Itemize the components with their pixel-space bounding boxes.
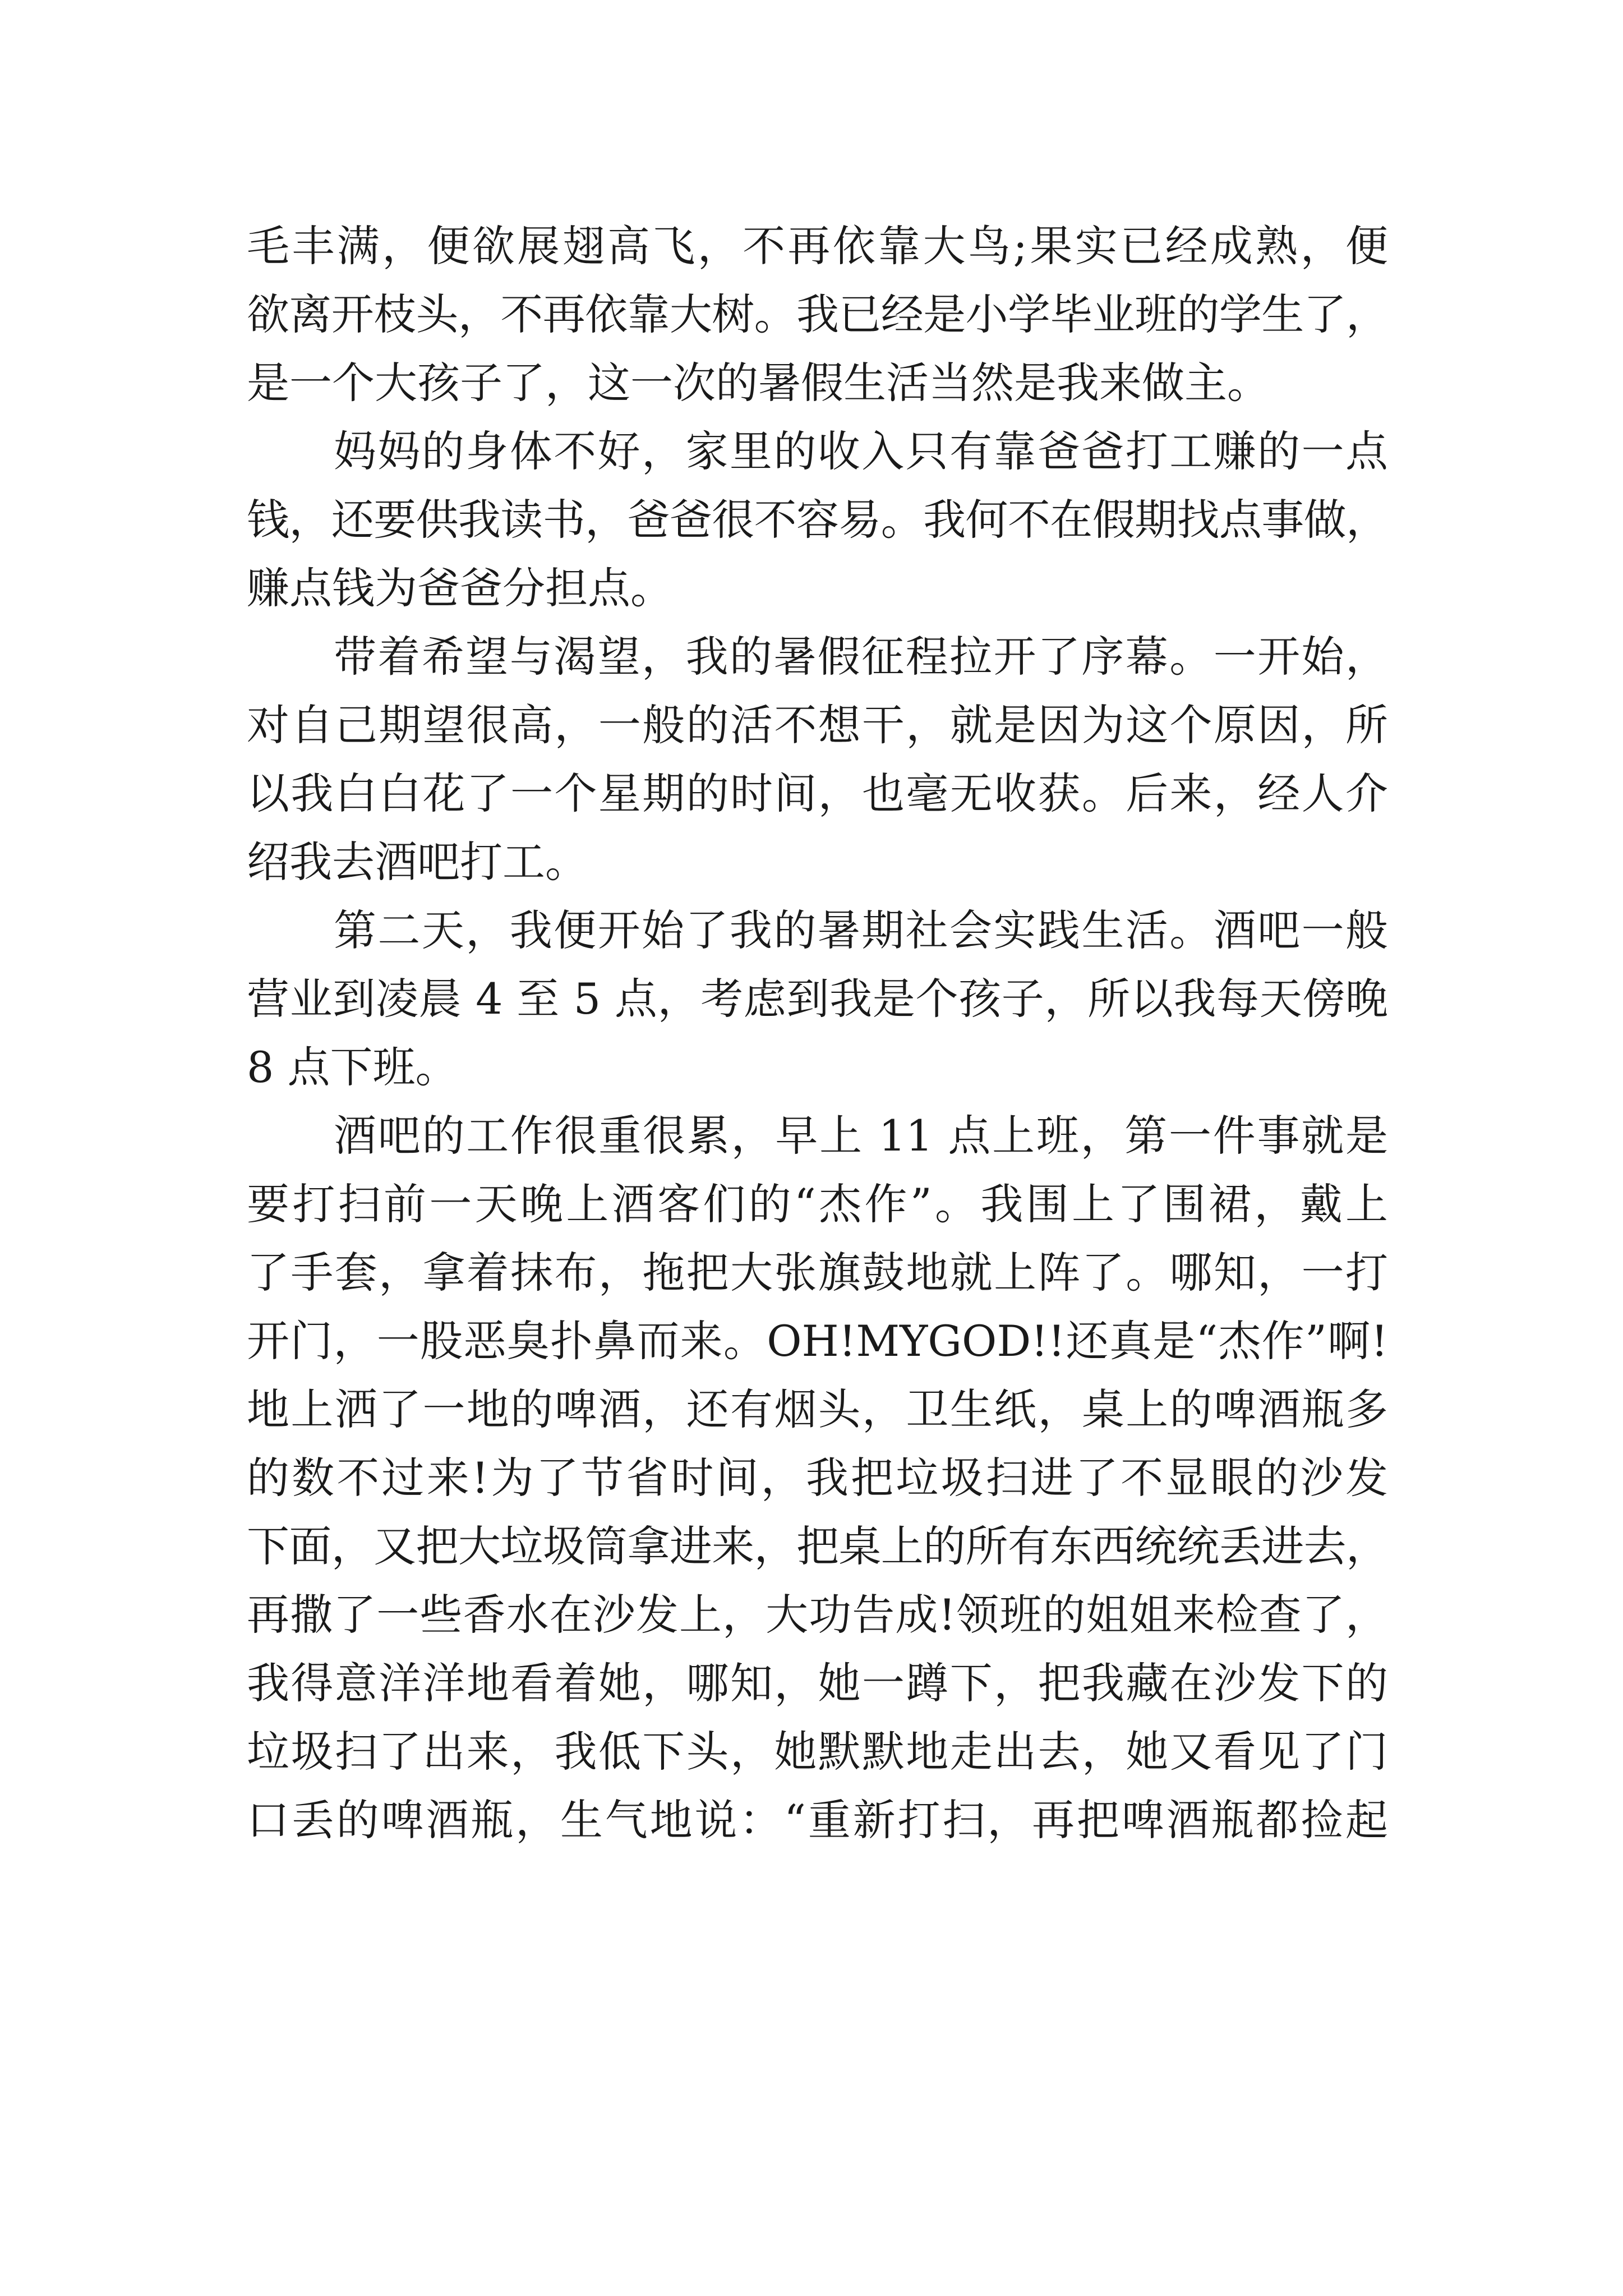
text-line: 钱，还要供我读书，爸爸很不容易。我何不在假期找点事做， — [247, 495, 1388, 545]
text-line: 开门，一股恶臭扑鼻而来。OH!MYGOD!!还真是“杰作”啊! — [247, 1316, 1388, 1366]
paragraph-first-line: 妈妈的身体不好，家里的收入只有靠爸爸打工赚的一点 — [334, 426, 1388, 476]
text-line: 要打扫前一天晚上酒客们的“杰作”。我围上了围裙，戴上 — [247, 1179, 1388, 1229]
text-line: 了手套，拿着抹布，拖把大张旗鼓地就上阵了。哪知，一打 — [247, 1248, 1388, 1297]
paragraph-first-line: 带着希望与渴望，我的暑假征程拉开了序幕。一开始， — [334, 632, 1388, 682]
paragraph-first-line: 第二天，我便开始了我的暑期社会实践生活。酒吧一般 — [334, 905, 1388, 955]
paragraph-first-line: 酒吧的工作很重很累，早上 11 点上班，第一件事就是 — [334, 1111, 1388, 1161]
text-line: 8 点下班。 — [247, 1042, 458, 1092]
text-line: 下面，又把大垃圾筒拿进来，把桌上的所有东西统统丢进去， — [247, 1521, 1388, 1571]
text-line: 赚点钱为爸爸分担点。 — [247, 563, 673, 613]
text-line: 毛丰满，便欲展翅高飞，不再依靠大鸟;果实已经成熟，便 — [247, 221, 1388, 271]
text-line: 以我白白花了一个星期的时间，也毫无收获。后来，经人介 — [247, 769, 1388, 818]
text-line: 绍我去酒吧打工。 — [247, 837, 588, 887]
text-line: 欲离开枝头，不再依靠大树。我已经是小学毕业班的学生了， — [247, 289, 1388, 339]
text-line: 的数不过来!为了节省时间，我把垃圾扫进了不显眼的沙发 — [247, 1453, 1388, 1503]
text-line: 我得意洋洋地看着她，哪知，她一蹲下，把我藏在沙发下的 — [247, 1658, 1388, 1708]
text-line: 口丢的啤酒瓶，生气地说：“重新打扫，再把啤酒瓶都捡起 — [247, 1795, 1388, 1845]
body-text — [247, 212, 1388, 1855]
text-line: 对自己期望很高，一般的活不想干，就是因为这个原因，所 — [247, 700, 1388, 750]
text-line: 垃圾扫了出来，我低下头，她默默地走出去，她又看见了门 — [247, 1727, 1388, 1777]
text-line: 是一个大孩子了，这一次的暑假生活当然是我来做主。 — [247, 358, 1270, 408]
text-line: 地上洒了一地的啤酒，还有烟头，卫生纸，桌上的啤酒瓶多 — [247, 1384, 1388, 1434]
text-line: 营业到凌晨 4 至 5 点，考虑到我是个孩子，所以我每天傍晚 — [247, 974, 1388, 1024]
text-line: 再撒了一些香水在沙发上，大功告成!领班的姐姐来检查了， — [247, 1590, 1388, 1640]
